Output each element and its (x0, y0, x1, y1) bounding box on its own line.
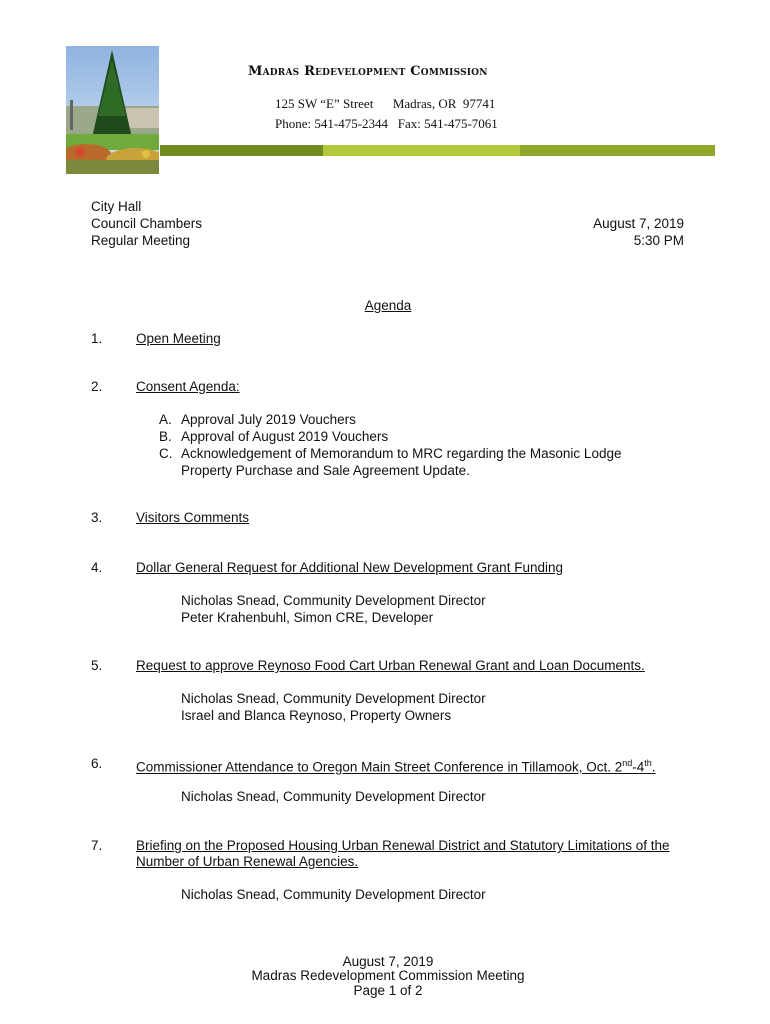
subitem-letter: A. (159, 412, 172, 427)
fax-number: Fax: 541-475-7061 (397, 116, 498, 131)
item-title-reynoso-food-cart: Request to approve Reynoso Food Cart Urban Renewal Grant and Loan Documents. (136, 658, 645, 673)
item-title-continued: Number of Urban Renewal Agencies. (136, 854, 359, 869)
footer-date: August 7, 2019 (342, 954, 434, 969)
item-number: 6. (91, 756, 103, 771)
presenter: Nicholas Snead, Community Development Director (181, 593, 486, 608)
header-band-light (323, 145, 520, 156)
footer-meeting: Madras Redevelopment Commission Meeting (251, 968, 525, 983)
footer-page-number: Page 1 of 2 (353, 983, 423, 998)
item-title-open-meeting: Open Meeting (136, 331, 221, 346)
location-line-3: Regular Meeting (91, 233, 191, 248)
subitem-text-continued: Property Purchase and Sale Agreement Update. (181, 463, 470, 478)
meeting-time: 5:30 PM (633, 233, 684, 248)
item-title-consent-agenda: Consent Agenda: (136, 379, 240, 394)
subitem-text: Approval July 2019 Vouchers (181, 412, 356, 427)
address-line (275, 96, 495, 112)
item-number: 3. (91, 510, 103, 525)
location-line-1: City Hall (91, 199, 142, 214)
header-band-dark (160, 145, 323, 156)
item-title-main-street-conference: Commissioner Attendance to Oregon Main Street Conference in Tillamook, Oct. 2nd-4th. (136, 758, 656, 775)
city-state-zip: Madras, OR 97741 (392, 96, 496, 111)
presenter: Israel and Blanca Reynoso, Property Owners (181, 708, 452, 723)
contact-line (275, 116, 498, 132)
subitem-text: Approval of August 2019 Vouchers (181, 429, 389, 444)
meeting-date: August 7, 2019 (593, 216, 684, 231)
header-tree-photo (66, 46, 159, 174)
subitem-letter: B. (159, 429, 172, 444)
presenter: Nicholas Snead, Community Development Director (181, 887, 486, 902)
presenter: Nicholas Snead, Community Development Director (181, 789, 486, 804)
location-line-2: Council Chambers (91, 216, 203, 231)
street-address: 125 SW “E” Street (275, 96, 374, 111)
agenda-title: Agenda (364, 298, 412, 313)
item-number: 2. (91, 379, 103, 394)
header-band-mid (520, 145, 715, 156)
presenter: Nicholas Snead, Community Development Director (181, 691, 486, 706)
item-number: 4. (91, 560, 103, 575)
presenter: Peter Krahenbuhl, Simon CRE, Developer (181, 610, 434, 625)
item-number: 5. (91, 658, 103, 673)
item-title-visitors-comments: Visitors Comments (136, 510, 250, 525)
item-title-dollar-general: Dollar General Request for Additional New Development Grant Funding (136, 560, 563, 575)
subitem-text: Acknowledgement of Memorandum to MRC regarding the Masonic Lodge (181, 446, 622, 461)
phone-number: Phone: 541-475-2344 (275, 116, 389, 131)
item-number: 7. (91, 838, 103, 853)
subitem-letter: C. (159, 446, 173, 461)
org-name: Madras Redevelopment Commission (248, 64, 488, 79)
item-title-housing-urban-renewal: Briefing on the Proposed Housing Urban Renewal District and Statutory Limitations of the (136, 838, 670, 853)
item-number: 1. (91, 331, 103, 346)
